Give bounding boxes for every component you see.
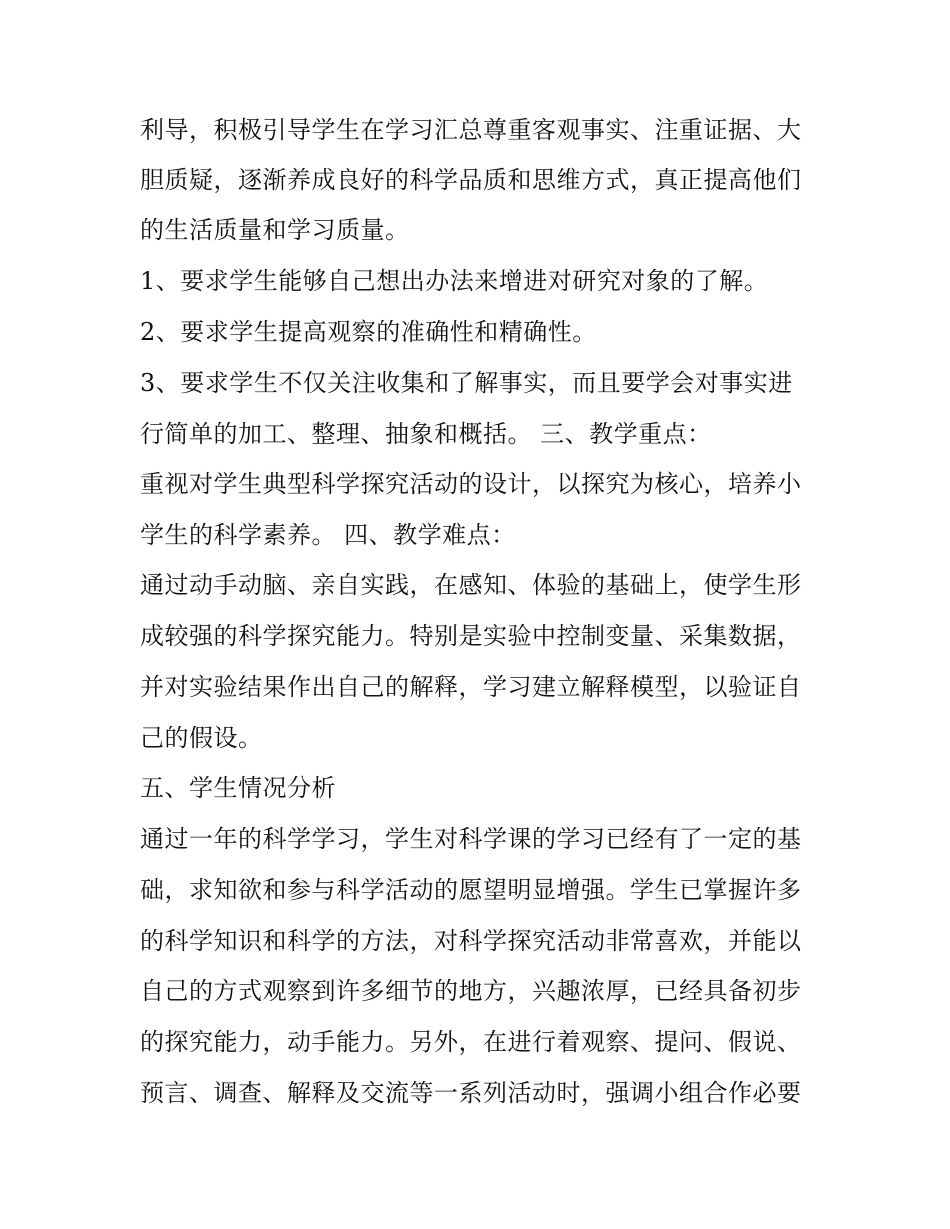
text-line: 学生的科学素养。 四、教学难点： [140,521,516,549]
text-line: 通过动手动脑、亲自实践，在感知、体验的基础上，使学生形 [140,571,802,599]
text-line: 并对实验结果作出自己的解释，学习建立解释模型，以验证自 [140,673,802,701]
text-line: 的探究能力，动手能力。另外，在进行着观察、提问、假说、 [140,1028,802,1056]
text-line: 成较强的科学探究能力。特别是实验中控制变量、采集数据， [140,622,802,650]
text-line: 利导，积极引导学生在学习汇总尊重客观事实、注重证据、大 [140,116,802,144]
text-line: 己的假设。 [140,724,263,752]
list-item-1: 1、要求学生能够自己想出办法来增进对研究对象的了解。 [140,267,769,295]
text-line: 胆质疑，逐渐养成良好的科学品质和思维方式，真正提高他们 [140,166,802,194]
text-line: 的生活质量和学习质量。 [140,216,410,244]
text-line: 的科学知识和科学的方法，对科学探究活动非常喜欢，并能以 [140,927,802,955]
text-line: 预言、调查、解释及交流等一系列活动时，强调小组合作必要 [140,1079,802,1107]
section-heading: 五、学生情况分析 [140,774,336,802]
text-line: 重视对学生典型科学探究活动的设计，以探究为核心，培养小 [140,470,802,498]
text-line: 自己的方式观察到许多细节的地方，兴趣浓厚，已经具备初步 [140,977,802,1005]
list-item-2: 2、要求学生提高观察的准确性和精确性。 [140,318,597,346]
text-line: 础，求知欲和参与科学活动的愿望明显增强。学生已掌握许多 [140,876,802,904]
text-line: 通过一年的科学学习，学生对科学课的学习已经有了一定的基 [140,825,802,853]
text-line: 行简单的加工、整理、抽象和概括。 三、教学重点： [140,420,712,448]
list-item-3: 3、要求学生不仅关注收集和了解事实，而且要学会对事实进 [140,369,793,397]
